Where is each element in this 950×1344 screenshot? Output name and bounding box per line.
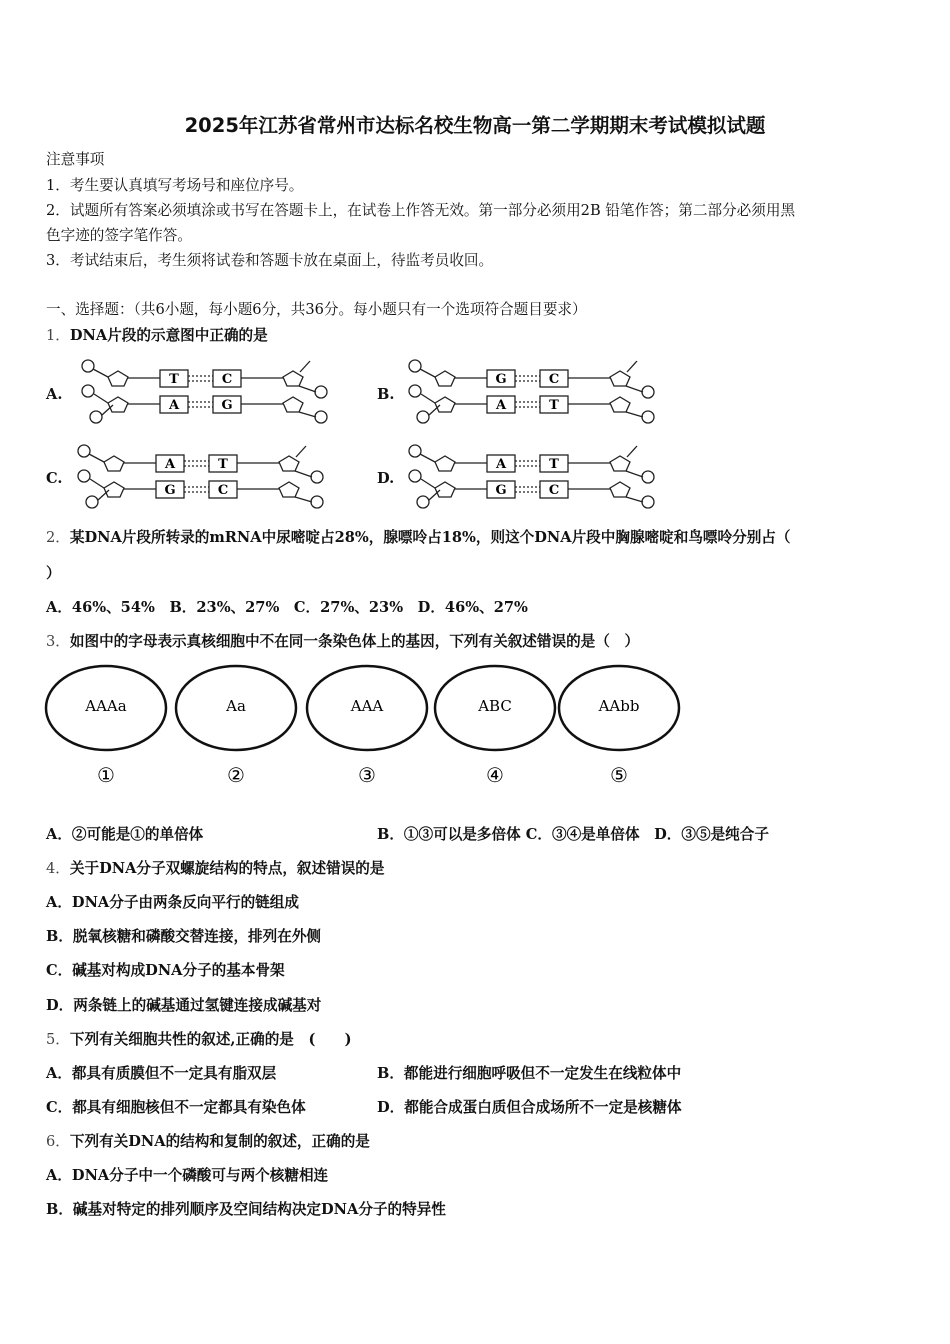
section-heading: 一、选择题：（共6小题，每小题6分，共36分。每小题只有一个选项符合题目要求） (46, 301, 587, 318)
base-d-bottom-1: G (495, 483, 507, 498)
base-c-bottom-2: C (217, 483, 229, 498)
notice-item: 色字迹的签字笔作答。 (46, 227, 192, 244)
question-4-option: C．碱基对构成DNA分子的基本骨架 (46, 962, 285, 979)
cell-1-number: ① (97, 763, 115, 787)
question-stem: 如图中的字母表示真核细胞中不在同一条染色体上的基因，下列有关叙述错误的是（ ） (69, 633, 640, 650)
question-stem: 下列有关细胞共性的叙述,正确的是 ( ) (69, 1031, 352, 1048)
q1-option-a-label: A. (46, 386, 63, 403)
question-2 (46, 528, 791, 548)
question-number: 5． (46, 1031, 70, 1048)
question-stem: 下列有关DNA的结构和复制的叙述，正确的是 (69, 1133, 370, 1150)
question-stem: DNA片段的示意图中正确的是 (69, 327, 268, 344)
question-3-options-bcd: B．①③可以是多倍体 C．③④是单倍体 D．③⑤是纯合子 (377, 826, 769, 843)
cell-4-genes: ABC (478, 697, 512, 715)
base-d-top-1: A (495, 457, 507, 472)
question-4-option: A．DNA分子由两条反向平行的链组成 (46, 894, 299, 911)
notice-heading: 注意事项 (46, 151, 105, 168)
question-number: 3． (46, 633, 70, 650)
cell-2-genes: Aa (226, 697, 246, 715)
question-2-stem-end: ） (46, 565, 61, 582)
base-c-bottom-1: G (164, 483, 176, 498)
question-1 (46, 326, 268, 346)
question-6-option: B．碱基对特定的排列顺序及空间结构决定DNA分子的特异性 (46, 1201, 446, 1218)
question-5-option: A．都具有质膜但不一定具有脂双层 (46, 1065, 277, 1082)
question-5-option: B．都能进行细胞呼吸但不一定发生在线粒体中 (377, 1065, 682, 1082)
q1-option-c-label: C. (46, 470, 63, 487)
question-number: 1． (46, 327, 70, 344)
question-4-option: B．脱氧核糖和磷酸交替连接，排列在外侧 (46, 928, 322, 945)
question-6-option: A．DNA分子中一个磷酸可与两个核糖相连 (46, 1167, 329, 1184)
cell-2-number: ② (227, 763, 245, 787)
base-c-top-1: A (164, 457, 176, 472)
question-5 (46, 1030, 351, 1050)
page-title: 2025年江苏省常州市达标名校生物高一第二学期期末考试模拟试题 (184, 114, 766, 137)
cell-4-number: ④ (486, 763, 504, 787)
base-a-top-2: C (221, 372, 233, 387)
cell-1-genes: AAAa (85, 697, 127, 715)
question-stem: 某DNA片段所转录的mRNA中尿嘧啶占28%，腺嘌呤占18%，则这个DNA片段中胸腺嘧啶和鸟嘌呤分别占（ (69, 529, 791, 546)
base-b-top-1: G (495, 372, 507, 387)
cell-5-number: ⑤ (610, 763, 628, 787)
cell-3-number: ③ (358, 763, 376, 787)
base-d-bottom-2: C (548, 483, 560, 498)
cell-3-genes: AAA (350, 697, 384, 715)
question-number: 6． (46, 1133, 70, 1150)
question-4 (46, 859, 385, 879)
base-a-bottom-2: G (221, 398, 233, 413)
question-6 (46, 1132, 370, 1152)
question-number: 2． (46, 529, 70, 546)
notice-item: 3．考试结束后，考生须将试卷和答题卡放在桌面上，待监考员收回。 (46, 252, 494, 269)
question-3 (46, 632, 639, 652)
question-number: 4． (46, 860, 70, 877)
dna-diagram-b (405, 355, 660, 435)
notice-item: 2．试题所有答案必须填涂或书写在答题卡上，在试卷上作答无效。第一部分必须用2B 铅笔作答；第二部分必须用黑 (46, 202, 796, 219)
question-3-option-a: A．②可能是①的单倍体 (46, 826, 204, 843)
dna-diagram-c (74, 440, 329, 520)
base-b-top-2: C (548, 372, 560, 387)
dna-diagram-d (405, 440, 660, 520)
base-b-bottom-2: T (549, 398, 559, 413)
base-b-bottom-1: A (495, 398, 507, 413)
question-5-option: C．都具有细胞核但不一定都具有染色体 (46, 1099, 306, 1116)
question-4-option: D．两条链上的碱基通过氢键连接成碱基对 (46, 997, 322, 1014)
cell-5-genes: AAbb (598, 697, 640, 715)
base-d-top-2: T (549, 457, 559, 472)
dna-diagram-a (78, 355, 333, 435)
base-c-top-2: T (218, 457, 228, 472)
base-a-top-1: T (169, 372, 179, 387)
question-2-options: A．46%、54% B．23%、27% C．27%、23% D．46%、27% (46, 599, 528, 616)
base-a-bottom-1: A (168, 398, 180, 413)
chromosome-cells-figure (40, 660, 690, 795)
q1-option-b-label: B. (377, 386, 395, 403)
question-stem: 关于DNA分子双螺旋结构的特点，叙述错误的是 (69, 860, 385, 877)
notice-item: 1．考生要认真填写考场号和座位序号。 (46, 177, 304, 194)
question-5-option: D．都能合成蛋白质但合成场所不一定是核糖体 (377, 1099, 682, 1116)
q1-option-d-label: D. (377, 470, 395, 487)
